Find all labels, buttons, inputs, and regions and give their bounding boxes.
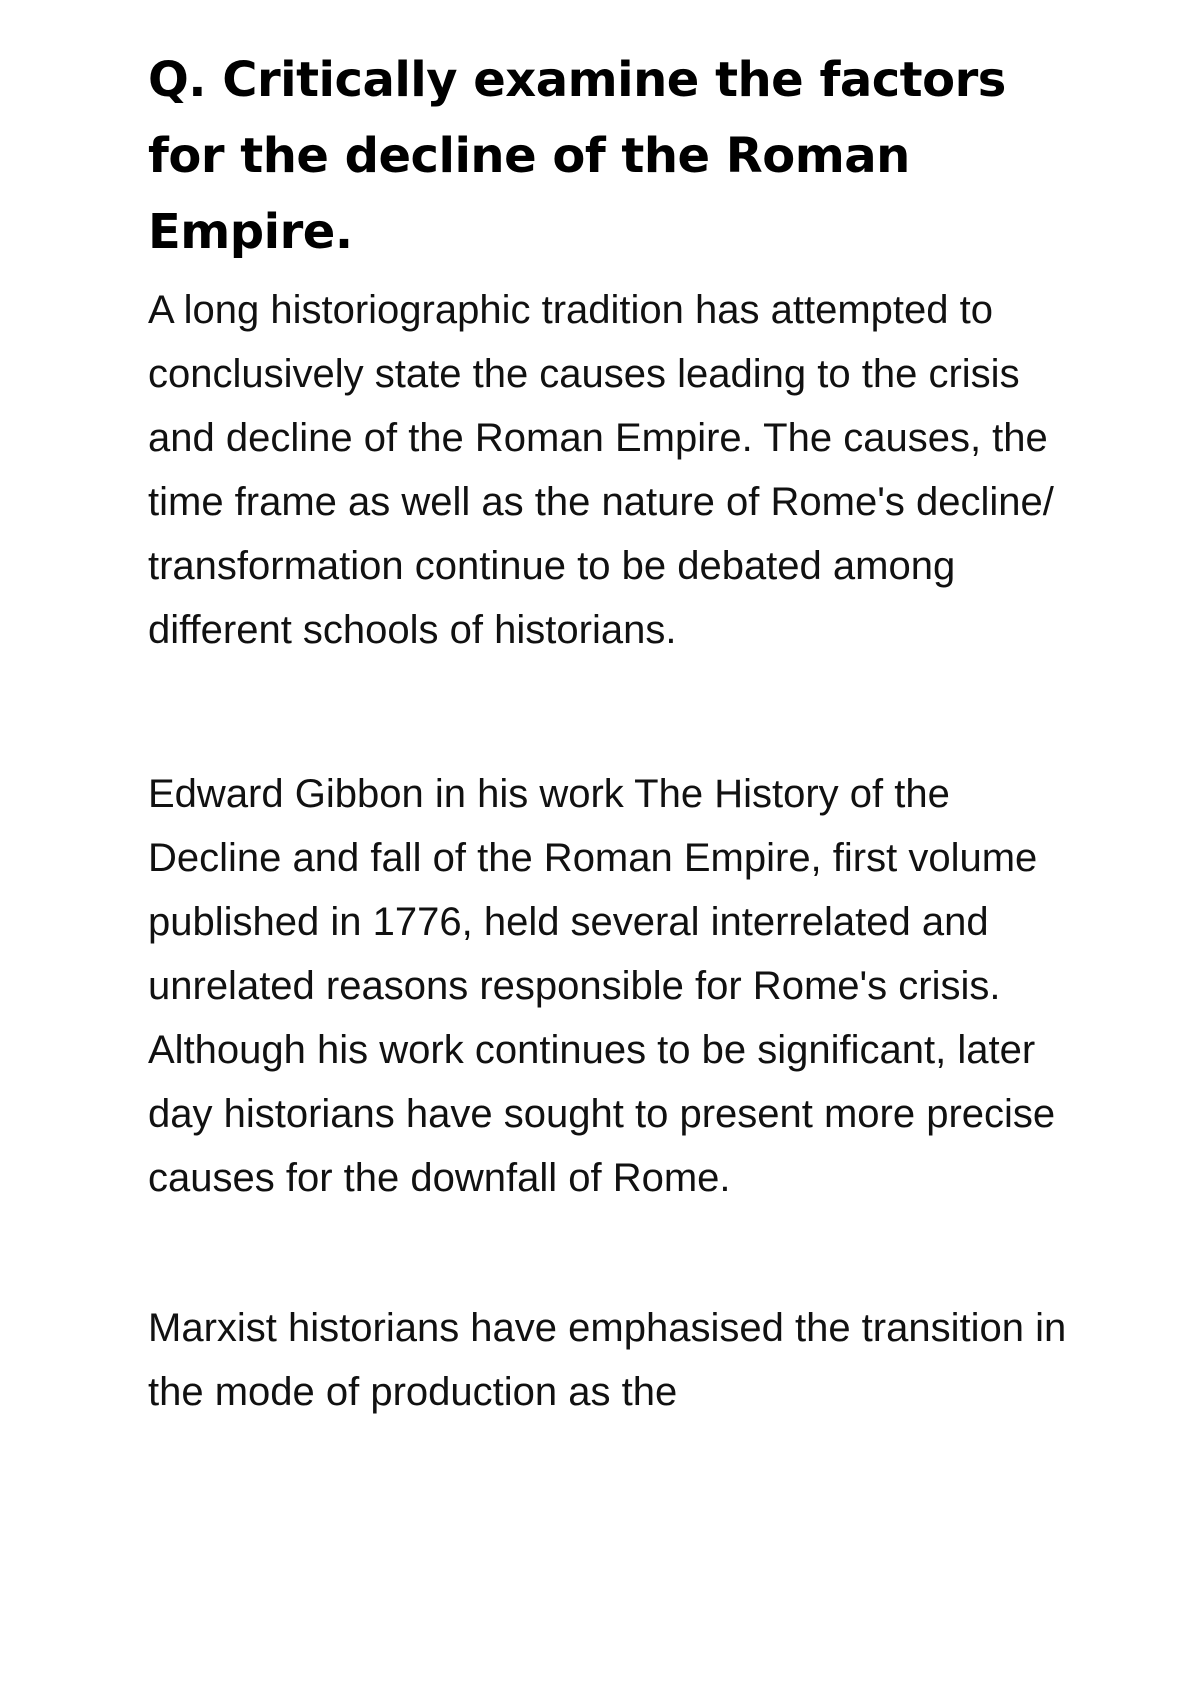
paragraph-marxist: Marxist historians have emphasised the transition in the mode of production as the [148, 1306, 1067, 1414]
document-page [148, 0, 1088, 1424]
paragraph-gibbon: Edward Gibbon in his work The History of the Decline and fall of the Roman Empire, first volume published in 1776, held several interrelated and unrelated reasons responsible for Rome's crisis. Although his work continues to be significant, later day historians have sought to present more precise causes for the downfall of Rome. [148, 772, 1056, 1200]
question-heading: Q. Critically examine the factors for the decline of the Roman Empire. [148, 52, 1006, 260]
paragraph-historiography: A long historiographic tradition has attempted to conclusively state the causes leading to the crisis and decline of the Roman Empire. The causes, the time frame as well as the nature of Rome's decline/ transformation continue to be debated among different schools of historians. [148, 288, 1054, 652]
